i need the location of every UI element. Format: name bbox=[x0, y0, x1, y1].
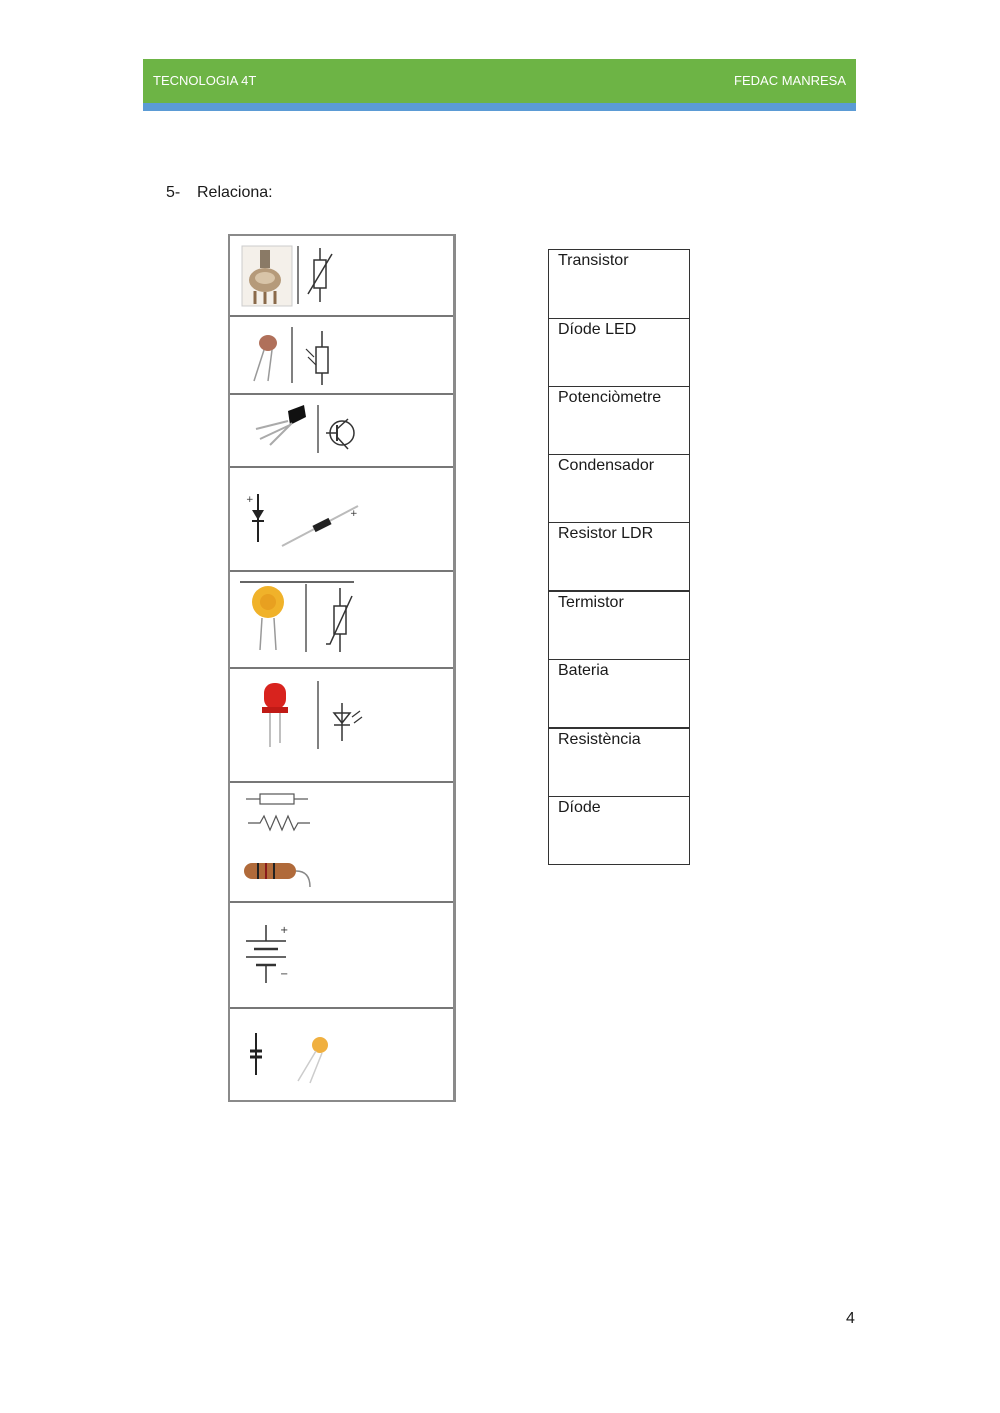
transistor-icon bbox=[230, 395, 452, 466]
component-cell-diode bbox=[230, 468, 453, 572]
label-cell: Resistència bbox=[548, 728, 690, 797]
component-cell-capacitor bbox=[230, 1009, 453, 1104]
component-cell-battery bbox=[230, 903, 453, 1009]
label-cell: Díode bbox=[548, 796, 690, 865]
component-image-table bbox=[228, 234, 456, 1102]
battery-icon bbox=[230, 903, 452, 1007]
page-header bbox=[143, 59, 856, 103]
component-cell-thermistor bbox=[230, 572, 453, 669]
question-heading bbox=[166, 184, 273, 202]
page-number: 4 bbox=[846, 1310, 855, 1327]
label-cell: Bateria bbox=[548, 659, 690, 728]
question-text: Relaciona: bbox=[197, 184, 273, 201]
diode-icon bbox=[230, 468, 452, 570]
capacitor-icon bbox=[230, 1009, 452, 1102]
svg-text:−: − bbox=[280, 969, 289, 980]
svg-text:+: + bbox=[280, 925, 289, 936]
component-cell-ldr bbox=[230, 317, 453, 395]
question-number: 5- bbox=[166, 184, 181, 201]
header-divider bbox=[143, 103, 856, 111]
resistor-icon bbox=[230, 783, 452, 901]
header-school: FEDAC MANRESA bbox=[734, 73, 846, 88]
svg-text:+: + bbox=[350, 509, 358, 519]
component-cell-potentiometer bbox=[230, 236, 453, 317]
label-cell: Díode LED bbox=[548, 318, 690, 387]
svg-text:+: + bbox=[246, 495, 254, 505]
label-cell: Termistor bbox=[548, 591, 690, 660]
label-cell: Condensador bbox=[548, 454, 690, 523]
thermistor-icon bbox=[230, 572, 452, 667]
label-cell: Potenciòmetre bbox=[548, 386, 690, 455]
label-cell: Resistor LDR bbox=[548, 522, 690, 591]
component-cell-led bbox=[230, 669, 453, 783]
label-cell: Transistor bbox=[548, 249, 690, 319]
led-icon bbox=[230, 669, 452, 781]
ldr-icon bbox=[230, 317, 452, 393]
component-cell-resistor bbox=[230, 783, 453, 903]
header-course: TECNOLOGIA 4T bbox=[153, 73, 257, 88]
potentiometer-icon bbox=[230, 236, 452, 315]
component-cell-transistor bbox=[230, 395, 453, 468]
